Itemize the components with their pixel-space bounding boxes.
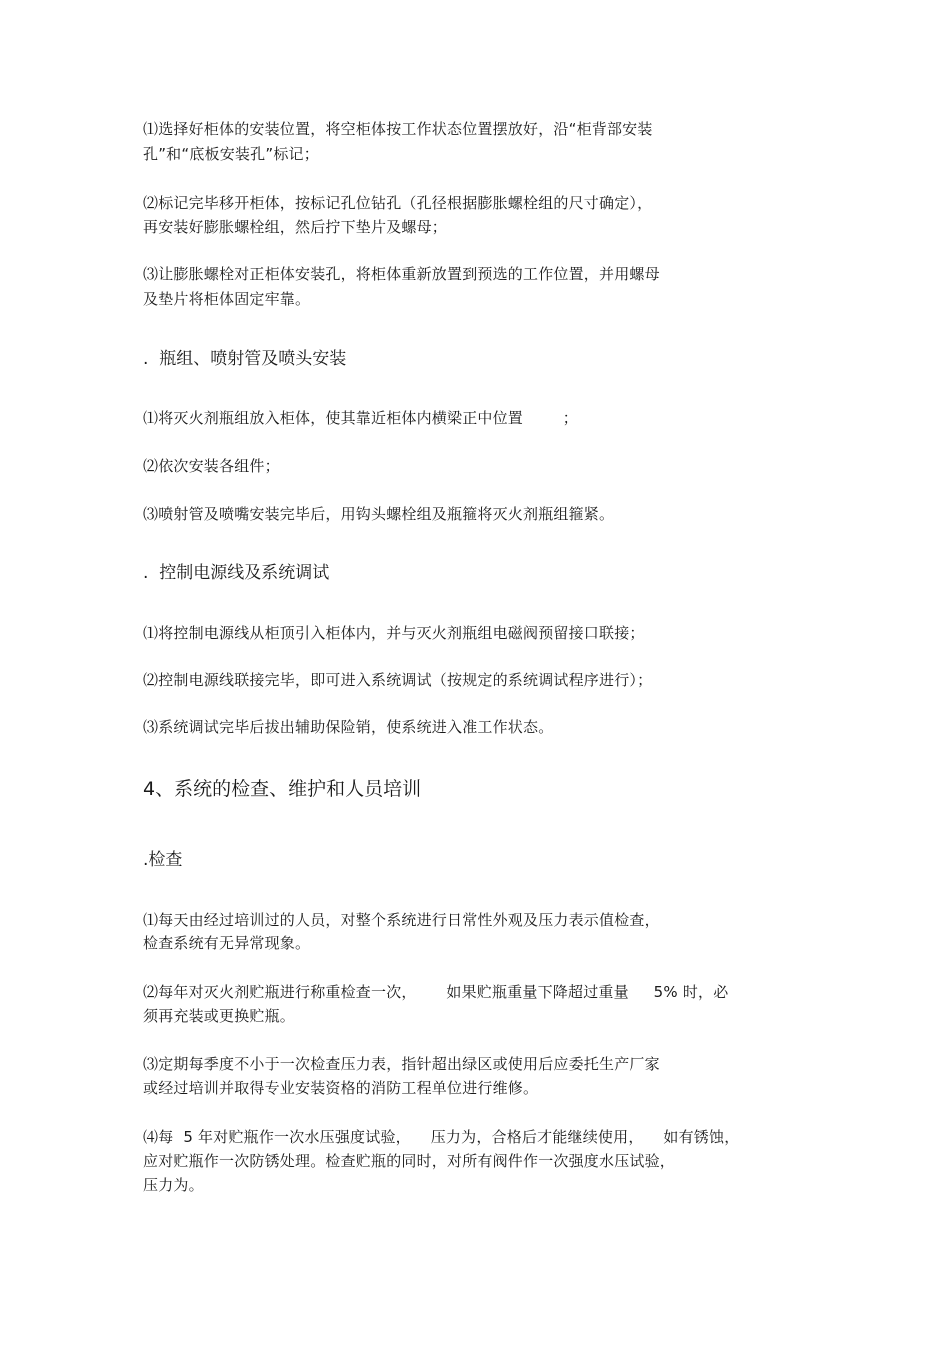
install-step-3-line-2: 及垫片将柜体固定牢靠。 [143, 290, 311, 308]
check-item-2-line-1: ⑵每年对灭火剂贮瓶进行称重检查一次， 如果贮瓶重量下降超过重量 5% 时，必 [143, 983, 729, 1001]
check-item-3-line-1: ⑶定期每季度不小于一次检查压力表，指针超出绿区或使用后应委托生产厂家 [143, 1055, 660, 1073]
install-step-3-line-1: ⑶让膨胀螺栓对正柜体安装孔，将柜体重新放置到预选的工作位置，并用螺母 [143, 265, 660, 283]
install-step-2-line-2: 再安装好膨胀螺栓组，然后拧下垫片及螺母； [143, 218, 448, 236]
check-item-4-line-1: ⑷每 5 年对贮瓶作一次水压强度试验， 压力为，合格后才能继续使用， 如有锈蚀， [143, 1128, 740, 1146]
power-step-1: ⑴将控制电源线从柜顶引入柜体内，并与灭火剂瓶组电磁阀预留接口联接； [143, 624, 645, 642]
install-step-1-line-2: 孔”和“底板安装孔”标记； [143, 145, 319, 163]
check-item-4-line-2: 应对贮瓶作一次防锈处理。检查贮瓶的同时，对所有阀件作一次强度水压试验， [143, 1152, 676, 1170]
bottle-step-3: ⑶喷射管及喷嘴安装完毕后，用钩头螺栓组及瓶箍将灭火剂瓶组箍紧。 [143, 505, 615, 523]
check-item-1-line-2: 检查系统有无异常现象。 [143, 934, 311, 952]
chapter-heading: 4、系统的检查、维护和人员培训 [143, 778, 422, 800]
check-item-3-line-2: 或经过培训并取得专业安装资格的消防工程单位进行维修。 [143, 1079, 539, 1097]
check-item-1-line-1: ⑴每天由经过培训过的人员，对整个系统进行日常性外观及压力表示值检查， [143, 911, 660, 929]
check-item-4-line-3: 压力为。 [143, 1176, 204, 1194]
install-step-2-line-1: ⑵标记完毕移开柜体，按标记孔位钻孔（孔径根据膨胀螺栓组的尺寸确定）， [143, 194, 653, 212]
bottle-step-1: ⑴将灭火剂瓶组放入柜体，使其靠近柜体内横梁正中位置 ； [143, 409, 578, 427]
section-heading-power: . 控制电源线及系统调试 [143, 563, 330, 583]
check-item-2-line-2: 须再充装或更换贮瓶。 [143, 1007, 296, 1025]
power-step-2: ⑵控制电源线联接完毕，即可进入系统调试（按规定的系统调试程序进行）； [143, 671, 653, 689]
power-step-3: ⑶系统调试完毕后拔出辅助保险销，使系统进入准工作状态。 [143, 718, 554, 736]
install-step-1-line-1: ⑴选择好柜体的安装位置，将空柜体按工作状态位置摆放好，沿“柜背部安装 [143, 120, 653, 138]
check-sub-heading: .检查 [143, 850, 183, 870]
bottle-step-2: ⑵依次安装各组件； [143, 457, 280, 475]
section-heading-bottle: . 瓶组、喷射管及喷头安装 [143, 349, 347, 369]
